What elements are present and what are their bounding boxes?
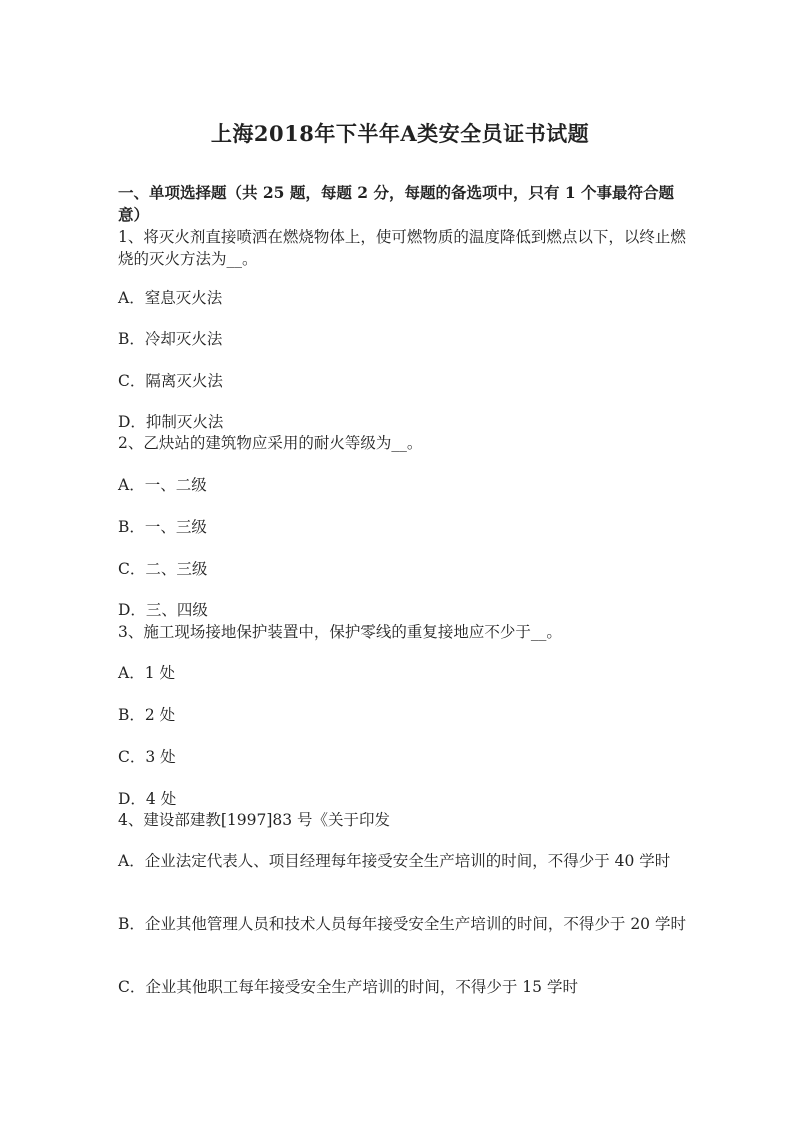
question-4-option-c: C．企业其他职工每年接受安全生产培训的时间，不得少于 15 学时 [118,978,578,996]
question-4-stem: 4、建设部建教[1997]83 号《关于印发 [118,811,391,829]
question-1-option-a: A．窒息灭火法 [118,289,223,307]
page-title: 上海2018年下半年A类安全员证书试题 [210,121,590,146]
question-2-option-d: D．三、四级 [118,601,208,619]
question-4-option-a: A．企业法定代表人、项目经理每年接受安全生产培训的时间，不得少于 40 学时 [118,852,671,870]
question-2-stem: 2、乙炔站的建筑物应采用的耐火等级为__。 [118,434,423,452]
question-1-option-b: B．冷却灭火法 [118,330,223,348]
section-heading: 一、单项选择题（共 25 题，每题 2 分，每题的备选项中，只有 1 个事最符合题意） [118,183,675,224]
question-2-option-b: B．一、三级 [118,518,207,536]
question-1-option-d: D．抑制灭火法 [118,413,224,431]
question-3-option-b: B．2 处 [118,706,176,724]
question-3-option-d: D．4 处 [118,790,177,808]
question-1-stem: 1、将灭火剂直接喷洒在燃烧物体上，使可燃物质的温度降低到燃点以下，以终止燃烧的灭火方法为__。 [118,228,686,268]
question-3-option-c: C．3 处 [118,748,176,766]
question-4-option-b: B．企业其他管理人员和技术人员每年接受安全生产培训的时间，不得少于 20 学时 [118,915,686,933]
question-2-option-c: C．二、三级 [118,560,208,578]
question-3-stem: 3、施工现场接地保护装置中，保护零线的重复接地应不少于__。 [118,623,562,641]
question-2-option-a: A．一、二级 [118,476,207,494]
question-3-option-a: A．1 处 [118,664,175,682]
question-1-option-c: C．隔离灭火法 [118,372,223,390]
